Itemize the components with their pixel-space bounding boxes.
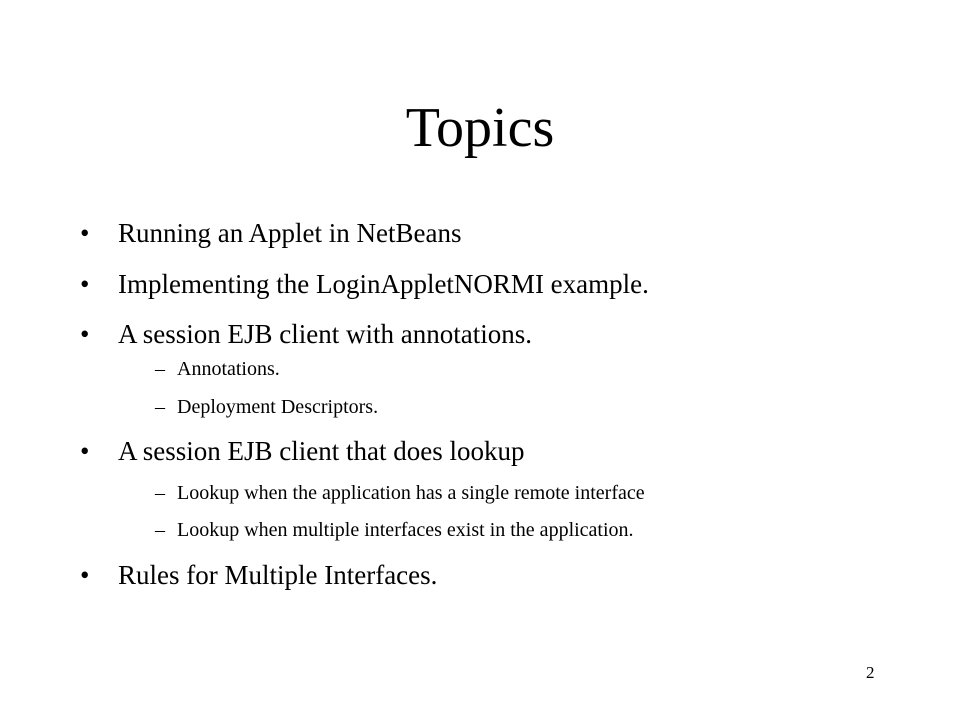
bullet-marker: • <box>80 560 90 590</box>
page-number: 2 <box>866 663 875 682</box>
bullet-marker: • <box>80 218 90 248</box>
bullet-marker: • <box>80 269 90 299</box>
sub-bullet-marker: – <box>155 396 165 418</box>
bullet-marker: • <box>80 436 90 466</box>
sub-bullet-text: Lookup when the application has a single remote interface <box>177 482 645 504</box>
sub-bullet-text: Deployment Descriptors. <box>177 396 379 418</box>
bullet-text: A session EJB client with annotations. <box>118 319 532 349</box>
bullet-text: Implementing the LoginAppletNORMI example. <box>118 269 649 299</box>
bullet-text: A session EJB client that does lookup <box>118 436 525 466</box>
sub-bullet-text: Lookup when multiple interfaces exist in the application. <box>177 519 634 541</box>
slide-title: Topics <box>405 97 555 159</box>
sub-bullet-text: Annotations. <box>177 358 280 380</box>
bullet-text: Running an Applet in NetBeans <box>118 218 462 248</box>
sub-bullet-marker: – <box>155 519 165 541</box>
bullet-text: Rules for Multiple Interfaces. <box>118 560 438 590</box>
bullet-marker: • <box>80 319 90 349</box>
sub-bullet-marker: – <box>155 482 165 504</box>
sub-bullet-marker: – <box>155 358 165 380</box>
